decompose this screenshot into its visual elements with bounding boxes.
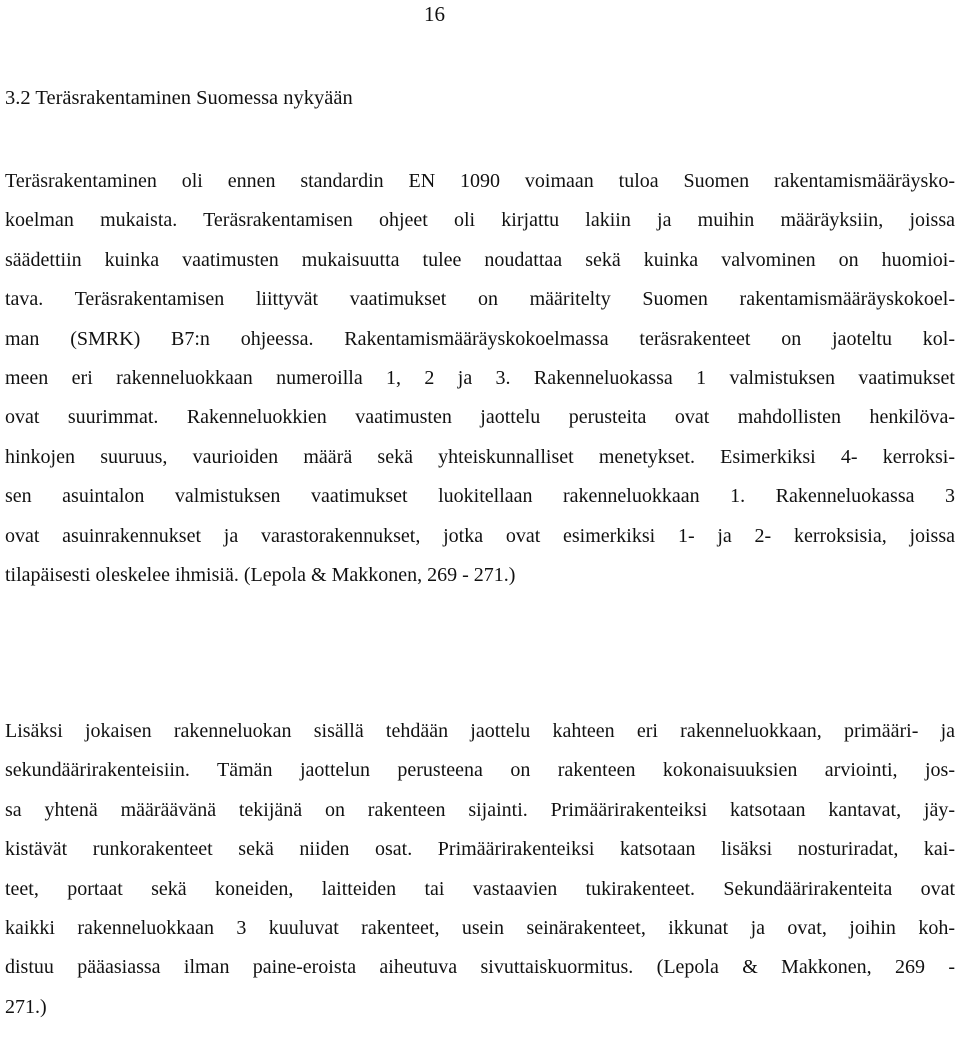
section-heading: 3.2 Teräsrakentaminen Suomessa nykyään xyxy=(5,87,353,109)
paragraph-line: tava. Teräsrakentamisen liittyvät vaatimukset on määritelty Suomen rakentamismääräyskokoel- xyxy=(5,288,955,311)
paragraph-line: Teräsrakentaminen oli ennen standardin EN 1090 voimaan tuloa Suomen rakentamismääräysko- xyxy=(5,170,955,192)
paragraph-line: säädettiin kuinka vaatimusten mukaisuutta tulee noudattaa sekä kuinka valvominen on huomioi- xyxy=(5,248,955,271)
paragraph-line: teet, portaat sekä koneiden, laitteiden tai vastaavien tukirakenteet. Sekundäärirakenteita ovat xyxy=(5,877,955,900)
paragraph-line: ovat suurimmat. Rakenneluokkien vaatimusten jaottelu perusteita ovat mahdollisten henkilöva- xyxy=(5,406,955,429)
paragraph-line: koelman mukaista. Teräsrakentamisen ohjeet oli kirjattu lakiin ja muihin määräyksiin, joissa xyxy=(5,209,955,232)
paragraph-line: sen asuintalon valmistuksen vaatimukset luokitellaan rakenneluokkaan 1. Rakenneluokassa 3 xyxy=(5,485,955,508)
paragraph-line: Lisäksi jokaisen rakenneluokan sisällä tehdään jaottelu kahteen eri rakenneluokkaan, primääri- ja xyxy=(5,720,955,742)
paragraph-line: 271.) xyxy=(5,995,47,1018)
paragraph-line: hinkojen suuruus, vaurioiden määrä sekä yhteiskunnalliset menetykset. Esimerkiksi 4- kerroksi- xyxy=(5,445,955,468)
paragraph-line: ovat asuinrakennukset ja varastorakennukset, jotka ovat esimerkiksi 1- ja 2- kerroksisia, joissa xyxy=(5,524,955,547)
paragraph-1 xyxy=(5,162,955,595)
paragraph-line: kaikki rakenneluokkaan 3 kuuluvat rakenteet, usein seinärakenteet, ikkunat ja ovat, joihin koh- xyxy=(5,917,955,940)
paragraph-line: meen eri rakenneluokkaan numeroilla 1, 2 ja 3. Rakenneluokassa 1 valmistuksen vaatimukset xyxy=(5,367,955,390)
paragraph-line: man (SMRK) B7:n ohjeessa. Rakentamismääräyskokoelmassa teräsrakenteet on jaoteltu kol- xyxy=(5,327,955,350)
paragraph-line: tilapäisesti oleskelee ihmisiä. (Lepola & Makkonen, 269 - 271.) xyxy=(5,564,516,587)
page-number: 16 xyxy=(424,2,445,26)
paragraph-line: distuu pääasiassa ilman paine-eroista aiheutuva sivuttaiskuormitus. (Lepola & Makkonen, 269 - xyxy=(5,956,955,979)
paragraph-2 xyxy=(5,712,955,1027)
paragraph-line: kistävät runkorakenteet sekä niiden osat. Primäärirakenteiksi katsotaan lisäksi nosturiradat, kai- xyxy=(5,838,955,861)
paragraph-line: sa yhtenä määräävänä tekijänä on rakenteen sijainti. Primäärirakenteiksi katsotaan kantavat, jäy- xyxy=(5,798,955,821)
paragraph-line: sekundäärirakenteisiin. Tämän jaottelun perusteena on rakenteen kokonaisuuksien arviointi, jos- xyxy=(5,759,955,782)
